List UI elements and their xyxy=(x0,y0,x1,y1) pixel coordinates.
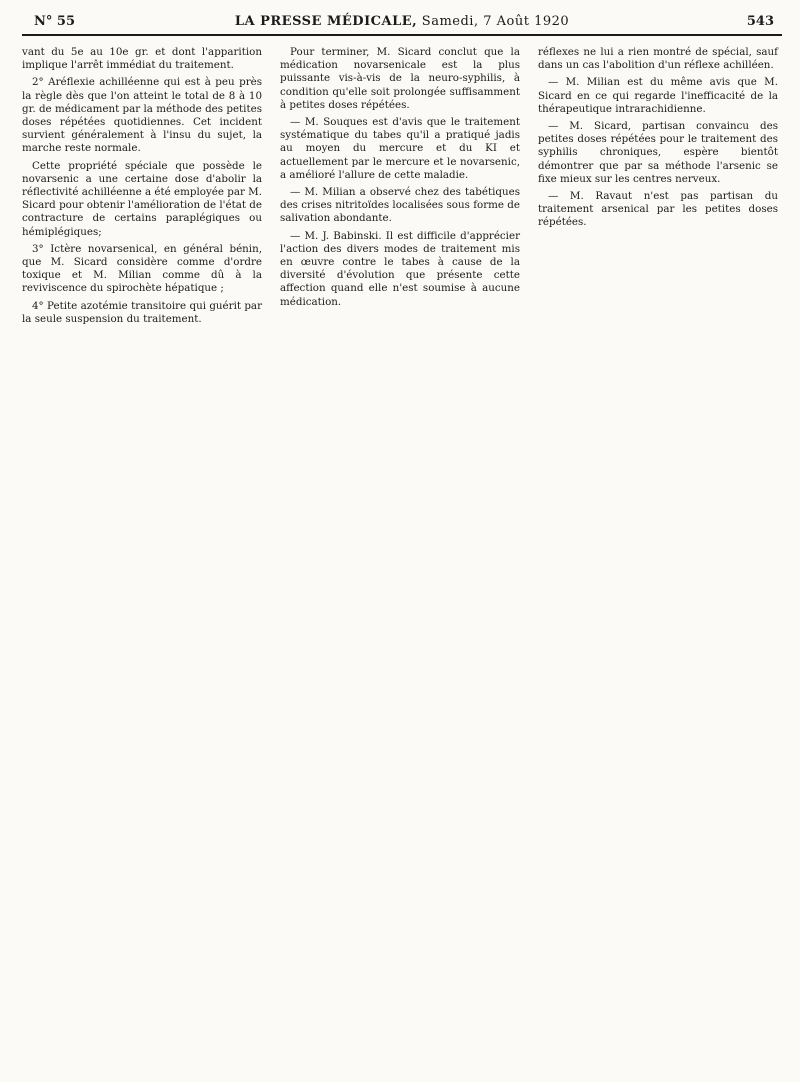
text-columns xyxy=(22,36,782,330)
paragraph: Pour terminer, M. Sicard conclut que la médication novarsenicale est la plus puissante vis-à-vis de la neuro-syphilis, à condition qu'elle soit prolongée suffisamment à petites doses répétées. xyxy=(280,46,520,111)
paragraph: 2° Aréflexie achilléenne qui est à peu près la règle dès que l'on atteint le total de 8 à 10 gr. de médicament par la méthode des petites doses répétées quotidiennes. Cet incident survient généralement à l'insu du sujet, la marche reste normale. xyxy=(22,76,262,155)
publication-name: LA PRESSE MÉDICALE, xyxy=(234,14,418,29)
paragraph: — M. Souques est d'avis que le traitement systématique du tabes qu'il a pratiqué jadis au moyen du mercure et du KI et actuellement par le mercure et le novarsenic, a amélioré l'allure de cette maladie. xyxy=(280,116,520,181)
paragraph: — M. Milian a observé chez des tabétiques des crises nitritoïdes localisées sous forme de salivation abondante. xyxy=(280,186,520,225)
running-title xyxy=(22,14,782,29)
page-number: 543 xyxy=(746,14,774,29)
column-middle xyxy=(280,46,520,330)
column-left xyxy=(22,46,262,330)
paragraph: 4° Petite azotémie transitoire qui guérit par la seule suspension du traitement. xyxy=(22,299,262,325)
paragraph: — M. Milian est du même avis que M. Sicard en ce qui regarde l'inefficacité de la thérapeutique intrarachidienne. xyxy=(538,76,778,115)
page-header xyxy=(22,12,782,36)
column-right xyxy=(538,46,778,330)
paragraph: — M. J. Babinski. Il est difficile d'apprécier l'action des divers modes de traitement mis en œuvre contre le tabes à cause de la diversité d'évolution que présente cette affection quand elle n'est soumise à aucune médication. xyxy=(280,229,520,308)
paragraph: 3° Ictère novarsenical, en général bénin, que M. Sicard considère comme d'ordre toxique et M. Milian comme dû à la reviviscence du spirochète hépatique ; xyxy=(22,242,262,295)
paragraph: vant du 5e au 10e gr. et dont l'apparition implique l'arrêt immédiat du traitement. xyxy=(22,46,262,72)
paragraph: — M. Ravaut n'est pas partisan du traitement arsenical par les petites doses répétées. xyxy=(538,190,778,229)
paragraph: réflexes ne lui a rien montré de spécial, sauf dans un cas l'abolition d'un réflexe achilléen. xyxy=(538,46,778,72)
paragraph: Cette propriété spéciale que possède le novarsenic a une certaine dose d'abolir la réflectivité achilléenne a été employée par M. Sicard pour obtenir l'amélioration de l'état de contracture de certains paraplégiques ou hémiplégiques; xyxy=(22,159,262,238)
issue-number: N° 55 xyxy=(34,14,75,29)
paragraph: — M. Sicard, partisan convaincu des petites doses répétées pour le traitement des syphilis chroniques, espère bientôt démontrer que par sa méthode l'arsenic se fixe mieux sur les centres nerveux. xyxy=(538,120,778,185)
issue-date: Samedi, 7 Août 1920 xyxy=(421,14,570,29)
